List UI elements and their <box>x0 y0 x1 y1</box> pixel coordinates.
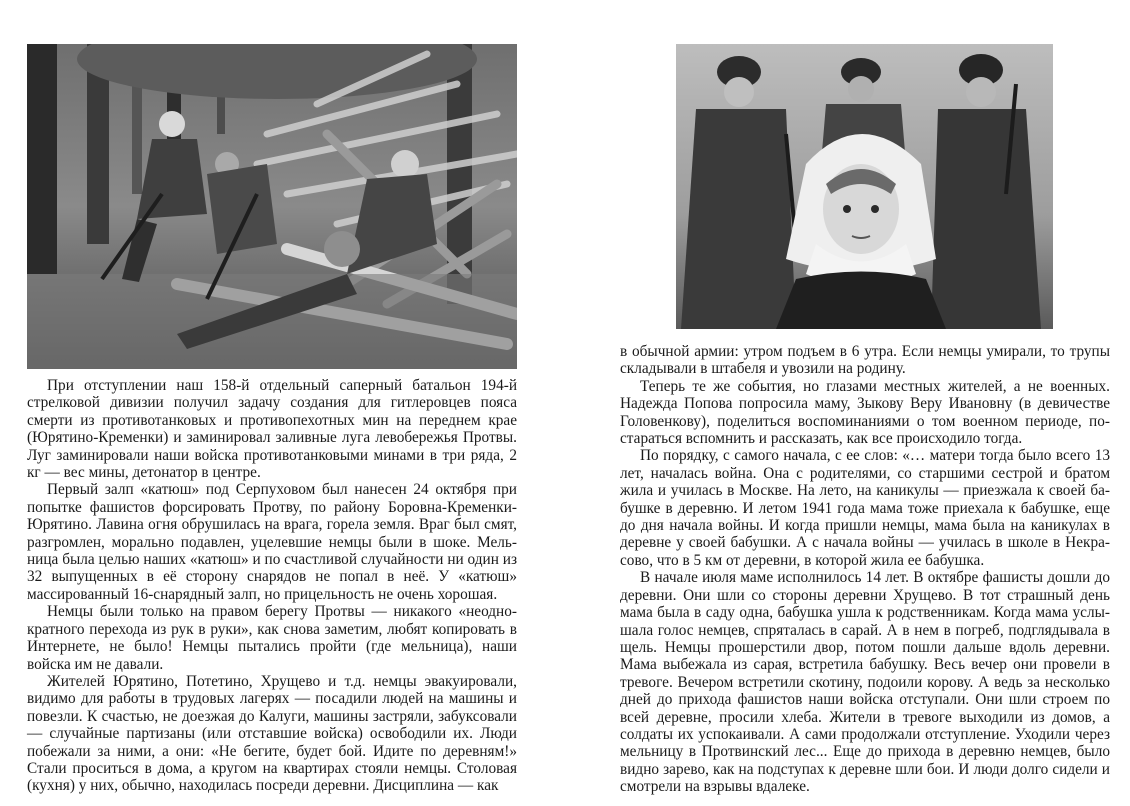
paragraph: В начале июля маме исполнилось 14 лет. В октябре фашисты дошли до деревни. Они шли со стороны деревни Хрущево. В тот страшный день мама была в саду одна, бабушка ушла к родственникам. Когда мама услышала голос немцев, спряталась в сарай. А в нем в погреб, подглядывала в щель. Немцы прошерстили двор, потом пошли дальше вдоль деревни. Мама выбежала из сарая, встретила бабушку. Весь вечер они провели в тревоге. Вечером встретили скотину, подоили корову. А ведь за несколько дней до прихода фашистов наши войска отступали. Они шли строем по всей деревне, просили хлеба. Жители в тревоге выходили из домов, а солдаты их успокаивали. А сами продолжали отступление. Уходили через мельницу в Протвинский лес... Еще до прихода в деревню немцев, было видно зарево, как на подступах к деревне шли бои. И люди долго сидели и смотрели на взрывы вдалеке. <box>620 569 1110 796</box>
photo-soldiers-resting <box>27 44 517 369</box>
paragraph: При отступлении наш 158-й отдельный саперный батальон 194-й стрелковой дивизии получил задачу создания для гитлеровцев пояса смерти из противотанковых и противопехотных мин на переднем крае (Юрятино-Кременки) и заминировал заливные луга левобережья Протвы. Луг заминировали наши войска противотанковыми минами в три ряда, 2 кг — вес мины, детонатор в центре. <box>27 377 517 482</box>
paragraph: Жителей Юрятино, Потетино, Хрущево и т.д. немцы эвакуировали, видимо для работы в трудовых лагерях — посадили людей на машины и повезли. К счастью, не доезжая до Калуги, машины застряли, забуксовали — случайные партизаны (или отставшие войска) освободили их. Люди побежали за ними, а они: «Не бегите, будет бой. Идите по деревням!» Стали проситься в дома, а кругом на квартирах стояли немцы. Столовая (кухня) у них, обычно, находилась посреди деревни. Дисциплина — как <box>27 672 517 795</box>
paragraph: Немцы были только на правом берегу Протвы — никакого «неоднократного перехода из рук в руки», как снова заметим, любят копировать в Интернете, не было! Немцы пытались пройти (где мельница), наши войска им не давали. <box>27 603 517 673</box>
right-page <box>565 0 1130 806</box>
paragraph: Теперь те же события, но глазами местных жителей, а не военных. Надежда Попова попросила маму, Зыкову Веру Ивановну (в девичестве Головенкову), поделиться воспоминаниями о том военном периоде, постараться вспомнить и рассказать, как все происходило тогда. <box>620 377 1110 448</box>
paragraph-continuation: в обычной армии: утром подъем в 6 утра. Если немцы умирали, то трупы складывали в штабеля и увозили на родину. <box>620 343 1110 378</box>
paragraph: Первый залп «катюш» под Серпуховом был нанесен 24 октября при попытке фашистов форсировать Протву, по району Боровна-Кременки-Юрятино. Лавина огня обрушилась на врага, горела земля. Враг был смят, разгромлен, морально подавлен, уцелевшие немцы были в шоке. Мельница была целью наших «катюш» и по счастливой случайности ни один из 32 выпущенных в её сторону снарядов не попал в неё. У «катюш» массированный 16-снарядный залп, но прицельность не очень хорошая. <box>27 481 517 603</box>
left-article-text <box>27 377 517 795</box>
photo-girl-and-soldiers <box>676 44 1053 329</box>
paragraph: По порядку, с самого начала, с ее слов: «… матери тогда было всего 13 лет, началась война. Она с родителями, со старшими сестрой и братом жила и училась в Москве. На лето, на каникулы — приезжала к своей бабушке в деревню. И летом 1941 года мама тоже приехала к бабушке, еще до дня начала войны. И когда пришли немцы, мама была на каникулах в деревне у своей бабушки. А с начала войны — училась в школе в Некрасово, что в 5 км от деревни, в которой жила ее бабушка. <box>620 447 1110 569</box>
girl-and-soldiers-image <box>676 44 1053 329</box>
soldiers-resting-image <box>27 44 517 369</box>
left-page <box>0 0 560 806</box>
right-article-text <box>620 343 1110 796</box>
